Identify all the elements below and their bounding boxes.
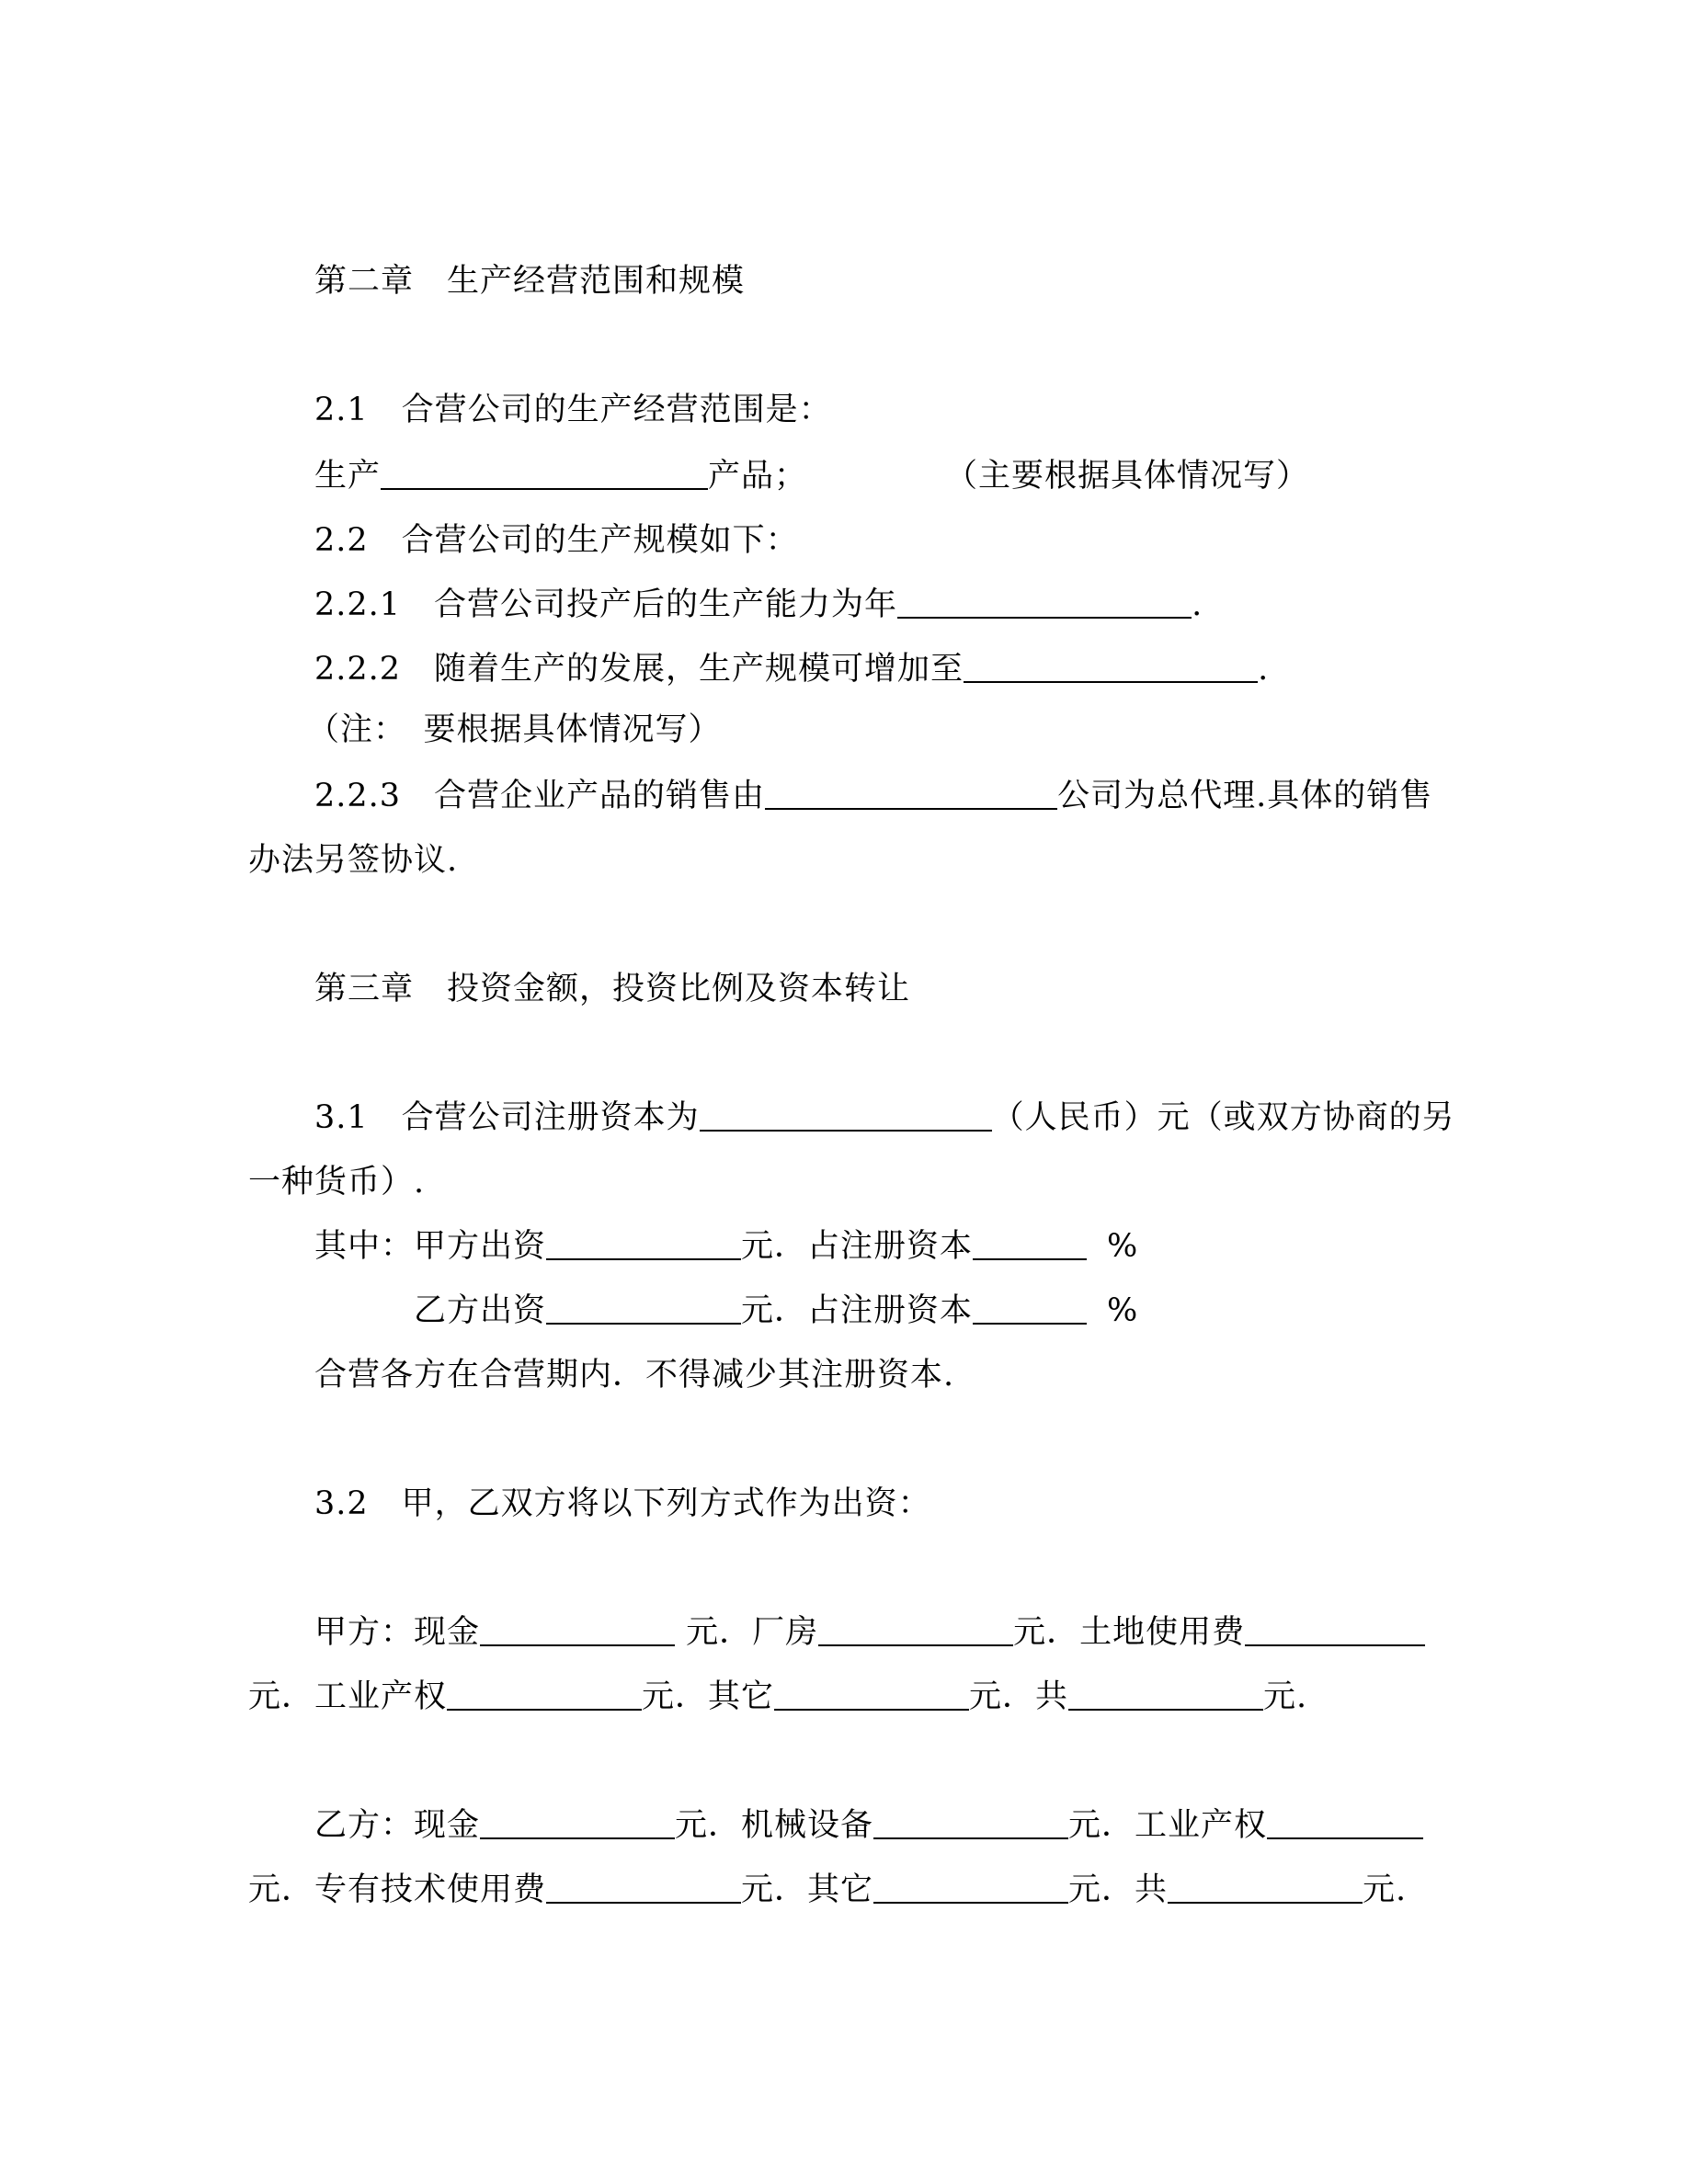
clause-2-2-1: 2.2.1 合营公司投产后的生产能力为年 . [314, 586, 1203, 623]
party-b-cash-blank[interactable] [480, 1806, 675, 1839]
clause-3-1-continued: 一种货币）. [248, 1164, 426, 1200]
party-a-cash-blank[interactable] [480, 1613, 675, 1646]
party-b-tech-fee-blank[interactable] [546, 1871, 741, 1904]
note-line: （注： 要根据具体情况写） [307, 711, 722, 748]
clause-3-1: 3.1 合营公司注册资本为 （人民币）元（或双方协商的另 [314, 1099, 1455, 1136]
party-b-items-line-2: 元．专有技术使用费 元．其它 元．共 元. [248, 1871, 1408, 1908]
party-a-other-blank[interactable] [774, 1678, 969, 1711]
party-b-amount-blank[interactable] [546, 1291, 741, 1325]
party-b-contribution: 乙方出资 元．占注册资本 % [414, 1292, 1139, 1329]
sales-agent-blank[interactable] [765, 777, 1057, 810]
party-b-percent-blank[interactable] [973, 1291, 1087, 1325]
clause-2-1: 2.1 合营公司的生产经营范围是： [314, 392, 832, 428]
clause-3-2: 3.2 甲，乙双方将以下列方式作为出资： [314, 1485, 931, 1522]
expanded-scale-blank[interactable] [964, 650, 1258, 683]
party-a-items-line-1: 甲方：现金 元．厂房 元．土地使用费 [314, 1612, 1425, 1653]
chapter-3-heading: 第三章 投资金额，投资比例及资本转让 [314, 971, 911, 1007]
clause-2-2-3: 2.2.3 合营企业产品的销售由 公司为总代理.具体的销售 [314, 778, 1433, 814]
party-a-percent-blank[interactable] [973, 1227, 1087, 1260]
no-capital-reduction: 合营各方在合营期内．不得减少其注册资本. [314, 1357, 955, 1393]
party-a-contribution: 其中：甲方出资 元．占注册资本 % [314, 1228, 1139, 1265]
party-a-ip-blank[interactable] [447, 1678, 642, 1711]
party-b-total-blank[interactable] [1168, 1871, 1363, 1904]
party-b-machinery-blank[interactable] [873, 1806, 1068, 1839]
party-a-land-fee-blank[interactable] [1245, 1613, 1425, 1646]
clause-2-2-2: 2.2.2 随着生产的发展，生产规模可增加至 . [314, 651, 1270, 688]
party-a-total-blank[interactable] [1068, 1678, 1263, 1711]
party-a-plant-blank[interactable] [818, 1613, 1013, 1646]
party-b-other-blank[interactable] [873, 1871, 1068, 1904]
production-scope-line: 生产 产品； （主要根据具体情况写） [314, 458, 1310, 495]
chapter-2-heading: 第二章 生产经营范围和规模 [314, 263, 746, 300]
capacity-blank[interactable] [897, 586, 1192, 619]
product-blank[interactable] [381, 457, 708, 490]
party-a-items-line-2: 元．工业产权 元．其它 元．共 元. [248, 1678, 1308, 1715]
registered-capital-blank[interactable] [700, 1098, 992, 1132]
clause-2-2-3-continued: 办法另签协议. [248, 842, 459, 879]
party-b-items-line-1: 乙方：现金 元．机械设备 元．工业产权 [314, 1805, 1423, 1846]
party-a-amount-blank[interactable] [546, 1227, 741, 1260]
clause-2-2: 2.2 合营公司的生产规模如下： [314, 522, 799, 559]
party-b-ip-blank[interactable] [1267, 1806, 1423, 1839]
